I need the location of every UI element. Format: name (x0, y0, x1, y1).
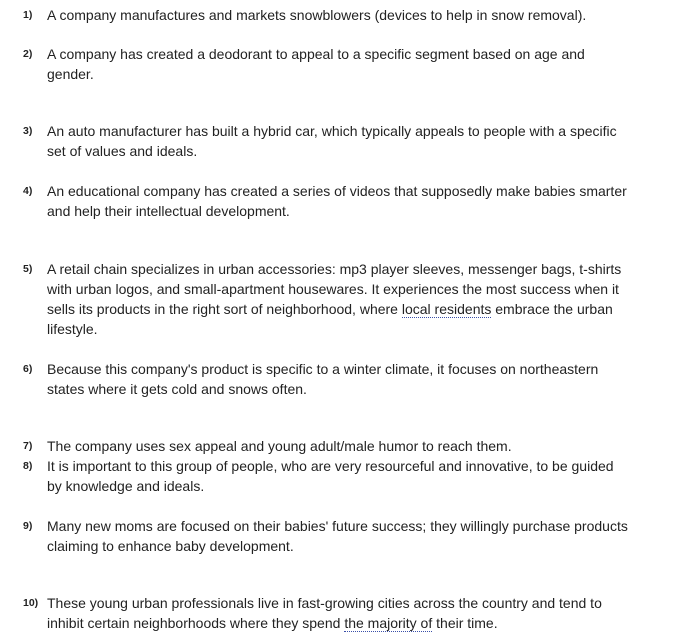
item-text (47, 259, 632, 339)
item-number: 1) (23, 9, 33, 21)
item-text: The company uses sex appeal and young adult/male humor to reach them. (47, 438, 512, 454)
item-number: 3) (23, 125, 33, 137)
item-text: A company manufactures and markets snowblowers (devices to help in snow removal). (47, 7, 587, 23)
item-number: 6) (23, 363, 33, 375)
spellcheck-underlined-phrase[interactable]: local residents (401, 301, 492, 317)
item-text: It is important to this group of people, who are very resourceful and innovative, to be guided by knowledge and ideals. (47, 458, 614, 494)
item-text (47, 593, 632, 633)
item-text: Many new moms are focused on their babies' future success; they willingly purchase products claiming to enhance baby development. (47, 518, 628, 554)
item-text: An educational company has created a series of videos that supposedly make babies smarter and help their intellectual development. (47, 183, 627, 219)
item-number: 9) (23, 520, 33, 532)
item-number: 7) (23, 440, 33, 452)
spellcheck-underlined-phrase[interactable]: the majority of (344, 615, 433, 631)
item-text: A company has created a deodorant to appeal to a specific segment based on age and gender. (47, 46, 585, 82)
item-text-after: their time. (432, 615, 498, 631)
item-text-before: These young urban professionals live in fast-growing cities across the country and tend to inhibit certain neighborhoods where they spend (47, 595, 602, 631)
item-number: 10) (23, 597, 39, 609)
item-number: 2) (23, 48, 33, 60)
item-number: 5) (23, 263, 33, 275)
item-text-after: embrace the urban lifestyle. (47, 301, 613, 337)
item-number: 4) (23, 185, 33, 197)
item-text: An auto manufacturer has built a hybrid car, which typically appeals to people with a specific set of values and ideals. (47, 123, 617, 159)
item-text: Because this company's product is specific to a winter climate, it focuses on northeastern states where it gets cold and snows often. (47, 361, 599, 397)
item-text-before: A retail chain specializes in urban accessories: mp3 player sleeves, messenger bags, t-shirts with urban logos, and small-apartment housewares. It experiences the most success when it sells its products in the right sort of neighborhood, where (47, 261, 622, 317)
item-number: 8) (23, 460, 33, 472)
